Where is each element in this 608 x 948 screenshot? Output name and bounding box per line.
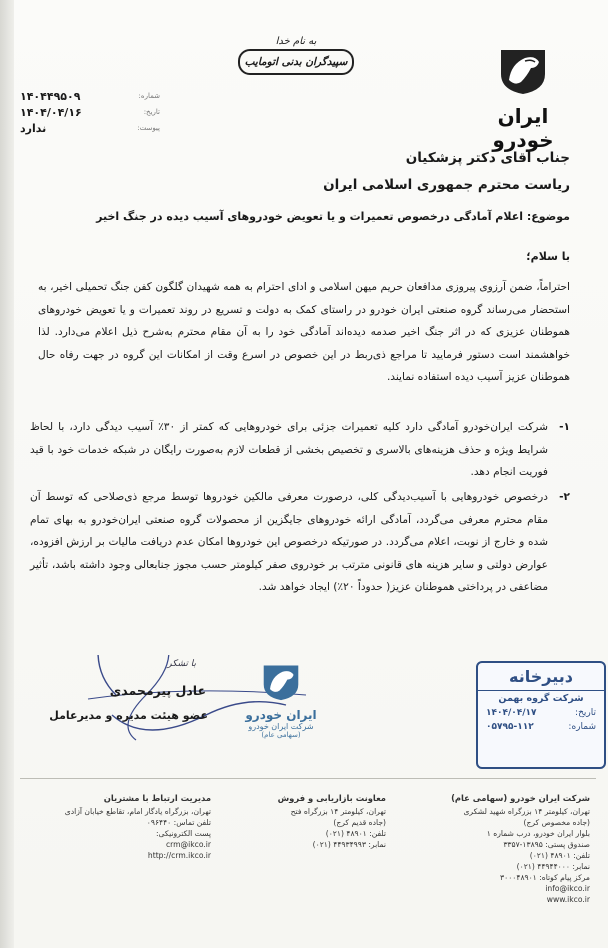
meta-number-label: شماره: [138,92,160,100]
secretariat-stamp [476,661,606,769]
seal-text: سپیدگران بدنی اتومایب [238,49,354,75]
footer-line: صندوق پستی: ۱۳۸۹۵-۳۳۵۷ [503,840,590,849]
logo-brand-text: ایران خودرو [492,104,554,152]
body-paragraph: احتراماً، ضمن آرزوی پیروزی مدافعان حریم میهن اسلامی و ادای احترام به همه شهیدان گلگون کفن جنگ تحمیلی اخیر، به استحضار می‌رساند گروه صنعتی ایران خودرو در راستای کمک به دولت و تسریع در روند تعمیرات و یا تعویض خودروهای هموطنان عزیزی که در اثر جنگ اخیر صدمه دیده‌اند آمادگی خود را به آن مقام محترم به‌شرح ذیل اعلام می‌دارد. لذا خواهشمند است دستور فرمایید تا مراجع ذی‌ربط در این خصوص در اسرع وقت از امکانات این گروه در جهت رفاه حال هموطنان عزیز آسیب دیده استفاده نمایند. [38,281,570,383]
meta-attachment-row [20,120,160,136]
recipient-line-1: جناب آقای دکتر پزشکیان [405,150,570,166]
footer-line: بلوار ایران خودرو، درب شماره ۱ [486,829,590,838]
footer-line: (جاده قدیم کرج) [333,818,386,827]
secretariat-number-value: ۰۵۷۹۵-۱۱۲ [486,722,534,732]
company-stamp [233,662,329,739]
footer-email: info@ikco.ir [545,884,590,893]
secretariat-subtitle: شرکت گروه بهمن [498,693,584,704]
scan-edge [0,0,14,948]
secretariat-date-label: تاریخ: [575,708,596,718]
stamp-line-1: شرکت ایران خودرو [248,722,314,731]
meta-number-value: ۱۴۰۴۴۹۵۰۹ [20,89,81,103]
footer-line: (جاده مخصوص کرج) [523,818,590,827]
signature-handwritten-note: با تشکر [167,659,196,669]
footer-line: تلفن: ۴۸۹۰۱ (۰۲۱) [325,829,386,838]
footer-line: تلفن: ۴۸۹۰۱ (۰۲۱) [529,851,590,860]
footer-heading: شرکت ایران خودرو (سهامی عام) [451,793,590,803]
signer-title: عضو هیئت مدیره و مدیرعامل [49,709,208,722]
letter-footer [20,778,596,939]
secretariat-number-row [478,720,604,734]
meta-date-row [20,104,160,120]
signer-name: عادل پیرمحمدی [109,683,206,698]
meta-attachment-label: پیوست: [137,124,160,132]
footer-line: تهران، کیلومتر ۱۴ بزرگراه شهید لشکری [463,807,590,816]
list-item [30,486,570,599]
list-item-text: درخصوص خودروهایی با آسیب‌دیدگی کلی، درصورت معرفی مالکین خودروها توسط مرجع ذی‌صلاحی که توسط آن مقام محترم معرفی می‌گردد، آمادگی ارائه خودروهای جایگزین از محصولات گروه صنعتی ایران‌خودرو به بهای تمام شده و خارج از نوبت، اعلام می‌گردد. در صورتیکه درخصوص این خودروها امکان عدم دریافت مالیات بر ارزش افزوده، عوارض دولتی و سایر هزینه های قانونی مترتب بر خودروی صفر کیلومتر حسب مجوز جنابعالی وجود داشته باشد، تأثیر مضاعفی در پرداختی هموطنان عزیز( حدوداً ۲۰٪) ایجاد خواهد شد. [30,491,548,593]
footer-heading: مدیریت ارتباط با مشتریان [103,793,211,803]
header-seal [238,36,354,75]
company-logo [478,46,568,152]
footer-line: تهران، بزرگراه یادگار امام، تقاطع خیابان آزادی [64,807,211,816]
footer-line: تهران، کیلومتر ۱۴ بزرگراه فتح [290,807,386,816]
letter-meta [20,88,160,136]
subject-line [96,210,570,223]
footer-heading: معاونت بازاریابی و فروش [277,793,386,803]
meta-attachment-value: ندارد [20,121,47,135]
greeting: با سلام؛ [526,250,570,263]
list-item-number: ۱- [559,421,570,433]
secretariat-date-row [478,706,604,720]
horse-head-logo-icon [259,662,303,702]
footer-column-head-office [440,793,590,905]
stamp-brand: ایران خودرو [245,708,317,722]
footer-line: پست الکترونیکی: [155,829,211,838]
list-item-number: ۲- [559,491,570,503]
footer-email: crm@ikco.ir [166,840,211,849]
stamp-line-2: (سهامی عام) [261,731,301,739]
list-item [30,416,570,484]
secretariat-title: دبیرخانه [478,663,604,691]
footer-line: نمابر: ۴۴۹۴۴۰۰۰ (۰۲۱) [516,862,590,871]
bismillah-text: به نام خدا [275,36,317,47]
footer-line: مرکز پیام کوتاه: ۳۰۰۰۴۸۹۰۱ [500,873,590,882]
list-item-text: شرکت ایران‌خودرو آمادگی دارد کلیه تعمیرات جزئی برای خودروهایی که کمتر از ۳۰٪ آسیب دیدگی دارد، با لحاظ شرایط ویژه و حذف هزینه‌های بالاسری و تخصیص بخشی از قطعات لازم به‌صورت رایگان در شبکه خدمات خود با قید فوریت انجام دهد. [30,421,548,478]
footer-line: تلفن تماس: ۰۹۶۴۴۰ [146,818,211,827]
meta-date-label: تاریخ: [143,108,160,116]
recipient-line-2: ریاست محترم جمهوری اسلامی ایران [323,177,570,193]
footer-column-sales [236,793,386,850]
footer-website: http://crm.ikco.ir [147,851,211,860]
meta-number-row [20,88,160,104]
subject-label: موضوع: [526,210,570,223]
horse-head-logo-icon [495,46,551,96]
secretariat-date-value: ۱۴۰۴/۰۴/۱۷ [486,708,537,718]
footer-line: نمابر: ۴۴۹۳۴۹۹۳ (۰۲۱) [312,840,386,849]
meta-date-value: ۱۴۰۴/۰۴/۱۶ [20,105,82,119]
secretariat-number-label: شماره: [568,722,596,732]
subject-text: اعلام آمادگی درخصوص تعمیرات و یا تعویض خودروهای آسیب دیده در جنگ اخیر [96,210,523,223]
footer-website: www.ikco.ir [546,895,590,904]
footer-column-crm [61,793,211,861]
